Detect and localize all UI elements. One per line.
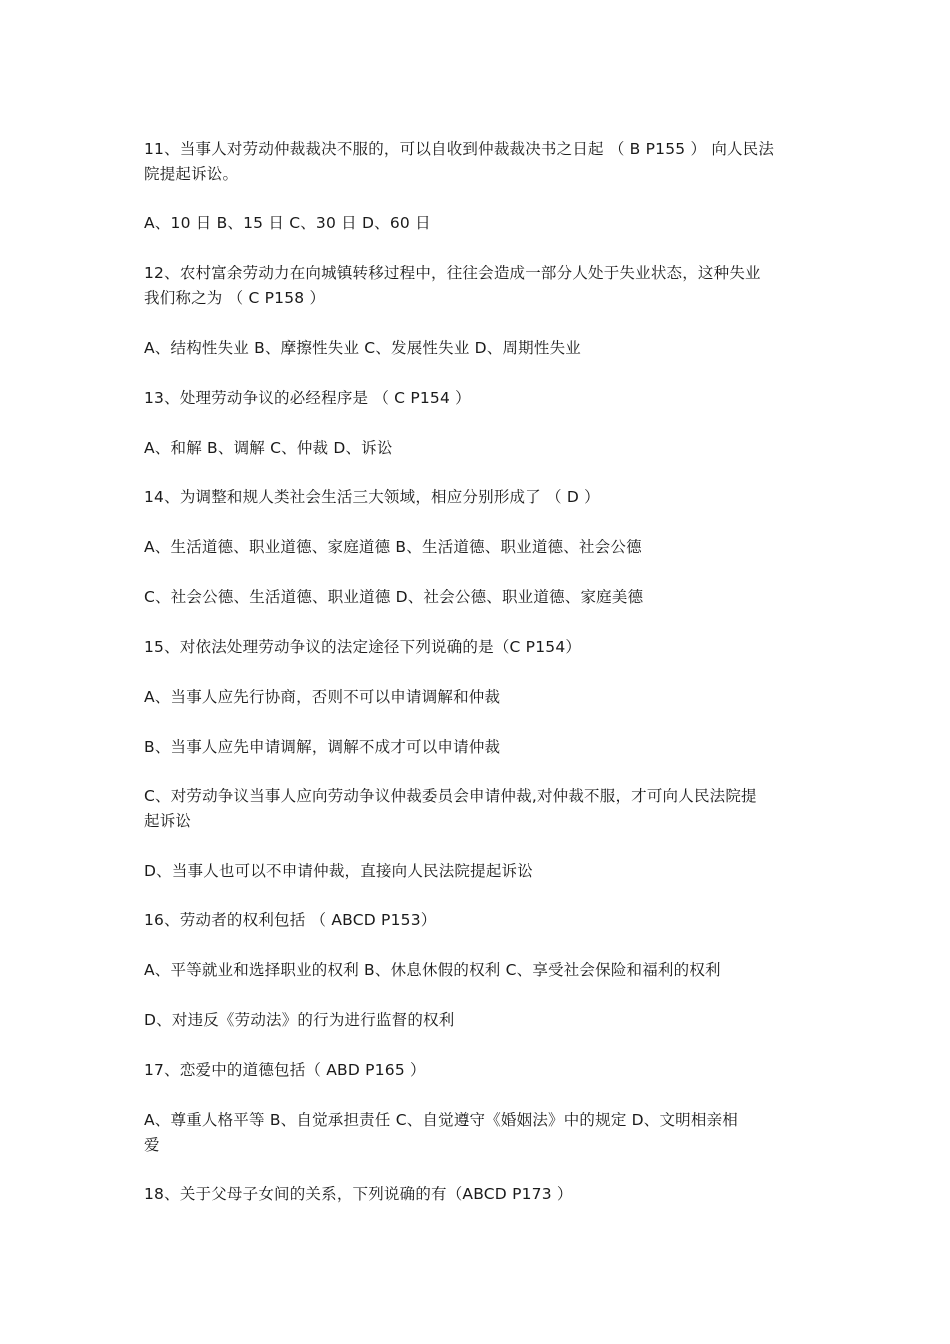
question-14-options-ab	[144, 535, 810, 560]
text-line: 院提起诉讼。	[144, 165, 239, 183]
text-line: D、对违反《劳动法》的行为进行监督的权利	[144, 1011, 455, 1029]
text-line: A、平等就业和选择职业的权利 B、休息休假的权利 C、享受社会保险和福利的权利	[144, 961, 721, 979]
text-line: A、和解 B、调解 C、仲裁 D、诉讼	[144, 439, 393, 457]
text-line: 爱	[144, 1136, 160, 1154]
question-15-option-c	[144, 784, 810, 834]
question-17	[144, 1058, 810, 1083]
text-line: A、生活道德、职业道德、家庭道德 B、生活道德、职业道德、社会公德	[144, 538, 642, 556]
text-line: 14、为调整和规人类社会生活三大领域，相应分别形成了 （ D ）	[144, 488, 600, 506]
question-11	[144, 137, 810, 187]
question-16-option-d	[144, 1008, 810, 1033]
text-line: 15、对依法处理劳动争议的法定途径下列说确的是（C P154）	[144, 638, 582, 656]
text-line: 我们称之为 （ C P158 ）	[144, 289, 326, 307]
question-15-option-d	[144, 859, 810, 884]
text-line: A、10 日 B、15 日 C、30 日 D、60 日	[144, 214, 431, 232]
question-12	[144, 261, 810, 311]
text-line: 11、当事人对劳动仲裁裁决不服的，可以自收到仲裁裁决书之日起 （ B P155 ） 向人民法	[144, 140, 775, 158]
question-16	[144, 908, 810, 933]
text-line: 17、恋爱中的道德包括（ ABD P165 ）	[144, 1061, 426, 1079]
text-line: 13、处理劳动争议的必经程序是 （ C P154 ）	[144, 389, 471, 407]
text-line: A、结构性失业 B、摩擦性失业 C、发展性失业 D、周期性失业	[144, 339, 581, 357]
question-14-options-cd	[144, 585, 810, 610]
question-18	[144, 1182, 810, 1207]
question-17-options	[144, 1108, 810, 1158]
text-line: 起诉讼	[144, 812, 192, 830]
text-line: 16、劳动者的权利包括 （ ABCD P153）	[144, 911, 437, 929]
text-line: A、当事人应先行协商，否则不可以申请调解和仲裁	[144, 688, 501, 706]
question-13	[144, 386, 810, 411]
question-15	[144, 635, 810, 660]
text-line: D、当事人也可以不申请仲裁，直接向人民法院提起诉讼	[144, 862, 533, 880]
question-15-option-b	[144, 735, 810, 760]
question-15-option-a	[144, 685, 810, 710]
text-line: C、社会公德、生活道德、职业道德 D、社会公德、职业道德、家庭美德	[144, 588, 644, 606]
question-14	[144, 485, 810, 510]
text-line: 12、农村富余劳动力在向城镇转移过程中，往往会造成一部分人处于失业状态，这种失业	[144, 264, 761, 282]
question-13-options	[144, 436, 810, 461]
text-line: A、尊重人格平等 B、自觉承担责任 C、自觉遵守《婚姻法》中的规定 D、文明相亲相	[144, 1111, 738, 1129]
text-line: 18、关于父母子女间的关系，下列说确的有（ABCD P173 ）	[144, 1185, 573, 1203]
question-11-options	[144, 211, 810, 236]
text-line: B、当事人应先申请调解，调解不成才可以申请仲裁	[144, 738, 501, 756]
question-16-options-abc	[144, 958, 810, 983]
text-line: C、对劳动争议当事人应向劳动争议仲裁委员会申请仲裁,对仲裁不服，才可向人民法院提	[144, 787, 757, 805]
question-12-options	[144, 336, 810, 361]
